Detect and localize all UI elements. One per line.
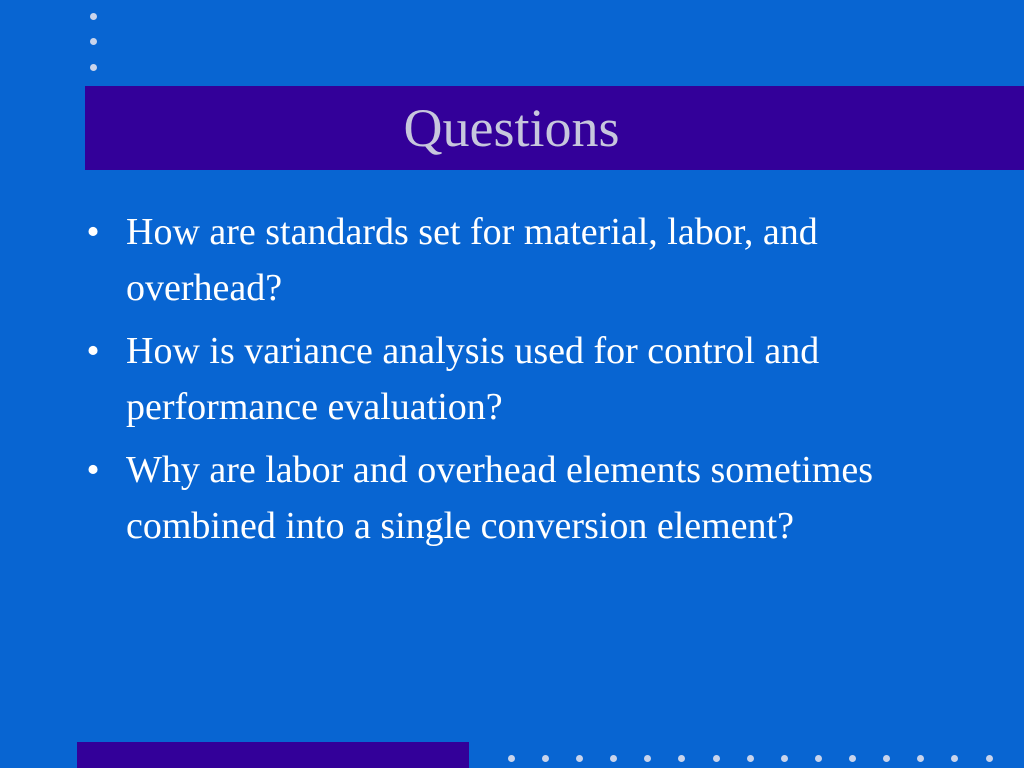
decorative-dot bbox=[951, 755, 958, 762]
decorative-dot bbox=[576, 755, 583, 762]
bullet-list bbox=[83, 204, 913, 561]
bullet-text: How are standards set for material, labor, and overhead? bbox=[126, 211, 818, 309]
decorative-dot bbox=[713, 755, 720, 762]
decorative-dot bbox=[90, 38, 97, 45]
bottom-accent-bar bbox=[77, 742, 469, 768]
bullet-item bbox=[83, 204, 913, 316]
decorative-dot bbox=[781, 755, 788, 762]
decorative-dot bbox=[986, 755, 993, 762]
decorative-dot bbox=[815, 755, 822, 762]
decorative-dot bbox=[644, 755, 651, 762]
decorative-dot bbox=[90, 64, 97, 71]
bullet-item bbox=[83, 323, 913, 435]
bullet-item bbox=[83, 442, 913, 554]
decorative-dot bbox=[542, 755, 549, 762]
decorative-dot bbox=[90, 13, 97, 20]
decorative-dot bbox=[610, 755, 617, 762]
decorative-dot bbox=[883, 755, 890, 762]
decorative-dot bbox=[678, 755, 685, 762]
slide-title: Questions bbox=[403, 98, 620, 158]
decorative-dot bbox=[747, 755, 754, 762]
decorative-dot bbox=[508, 755, 515, 762]
bullet-text: How is variance analysis used for control and performance evaluation? bbox=[126, 330, 820, 428]
bullet-marker: • bbox=[86, 330, 100, 372]
bullet-text: Why are labor and overhead elements sometimes combined into a single conversion element? bbox=[126, 449, 874, 547]
bullet-marker: • bbox=[86, 211, 100, 253]
bullet-marker: • bbox=[86, 449, 100, 491]
title-bar bbox=[85, 86, 1024, 170]
decorative-dot bbox=[849, 755, 856, 762]
decorative-dot bbox=[917, 755, 924, 762]
